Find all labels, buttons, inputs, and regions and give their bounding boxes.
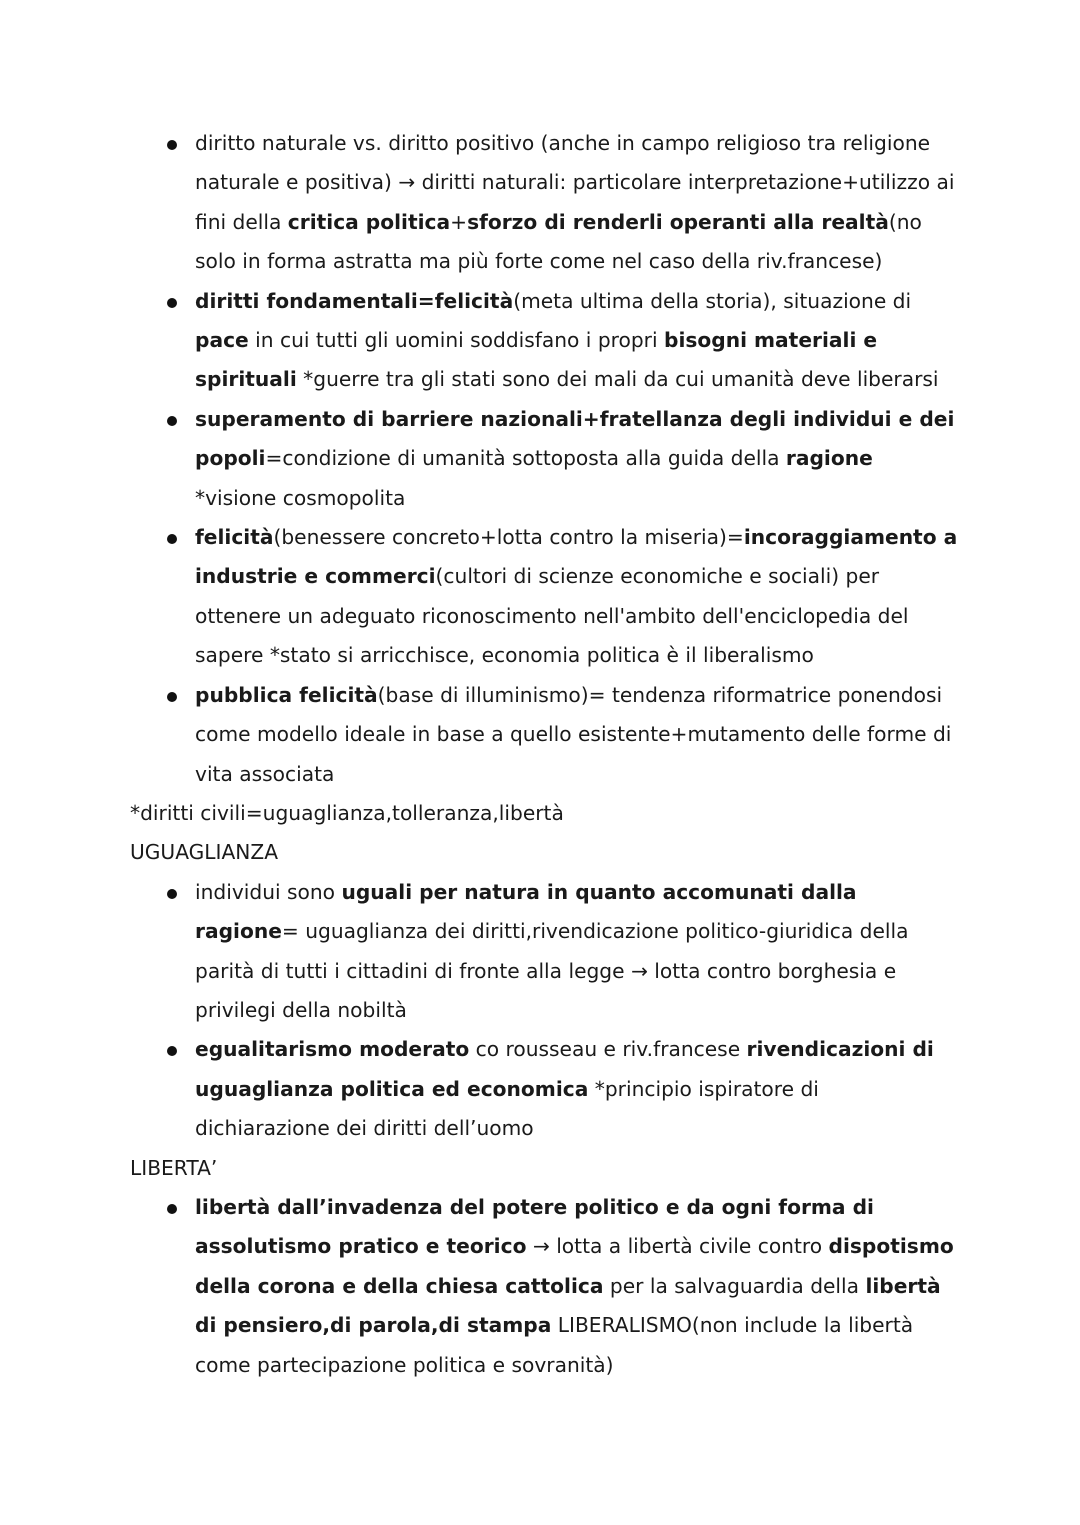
heading-uguaglianza: UGUAGLIANZA	[130, 840, 279, 865]
notes-content	[130, 124, 960, 1385]
bullet-superamento-barriere: superamento di barriere nazionali+fratellanza degli individui e dei popoli=condizione di umanità sottoposta alla guida della ragione *visione cosmopolita	[130, 400, 960, 518]
heading-liberta: LIBERTA’	[130, 1155, 218, 1180]
bullet-diritto-naturale: diritto naturale vs. diritto positivo (anche in campo religioso tra religione naturale e positiva) → diritti naturali: particolare interpretazione+utilizzo ai fini della critica politica+sforzo di renderli operanti alla realtà(no solo in forma astratta ma più forte come nel caso della riv.francese)	[130, 124, 960, 282]
bullet-egualitarismo: egualitarismo moderato co rousseau e riv.francese rivendicazioni di uguaglianza politica ed economica *principio ispiratore di dichiarazione dei diritti dell’uomo	[130, 1030, 960, 1148]
bullet-felicita: felicità(benessere concreto+lotta contro la miseria)=incoraggiamento a industrie e commerci(cultori di scienze economiche e sociali) per ottenere un adeguato riconoscimento nell'ambito dell'enciclopedia del sapere *stato si arricchisce, economia politica è il liberalismo	[130, 518, 960, 676]
bullet-liberta: libertà dall’invadenza del potere politico e da ogni forma di assolutismo pratico e teorico → lotta a libertà civile contro dispotismo della corona e della chiesa cattolica per la salvaguardia della libertà di pensiero,di parola,di stampa LIBERALISMO(non include la libertà come partecipazione politica e sovranità)	[130, 1188, 960, 1385]
diritti-civili-note: *diritti civili=uguaglianza,tolleranza,libertà	[130, 800, 564, 825]
bullet-individui-uguali: individui sono uguali per natura in quanto accomunati dalla ragione= uguaglianza dei diritti,rivendicazione politico-giuridica della parità di tutti i cittadini di fronte alla legge → lotta contro borghesia e privilegi della nobiltà	[130, 873, 960, 1031]
bullet-pubblica-felicita: pubblica felicità(base di illuminismo)= tendenza riformatrice ponendosi come modello ideale in base a quello esistente+mutamento delle forme di vita associata	[130, 676, 960, 794]
bullet-diritti-fondamentali: diritti fondamentali=felicità(meta ultima della storia), situazione di pace in cui tutti gli uomini soddisfano i propri bisogni materiali e spirituali *guerre tra gli stati sono dei mali da cui umanità deve liberarsi	[130, 282, 960, 400]
